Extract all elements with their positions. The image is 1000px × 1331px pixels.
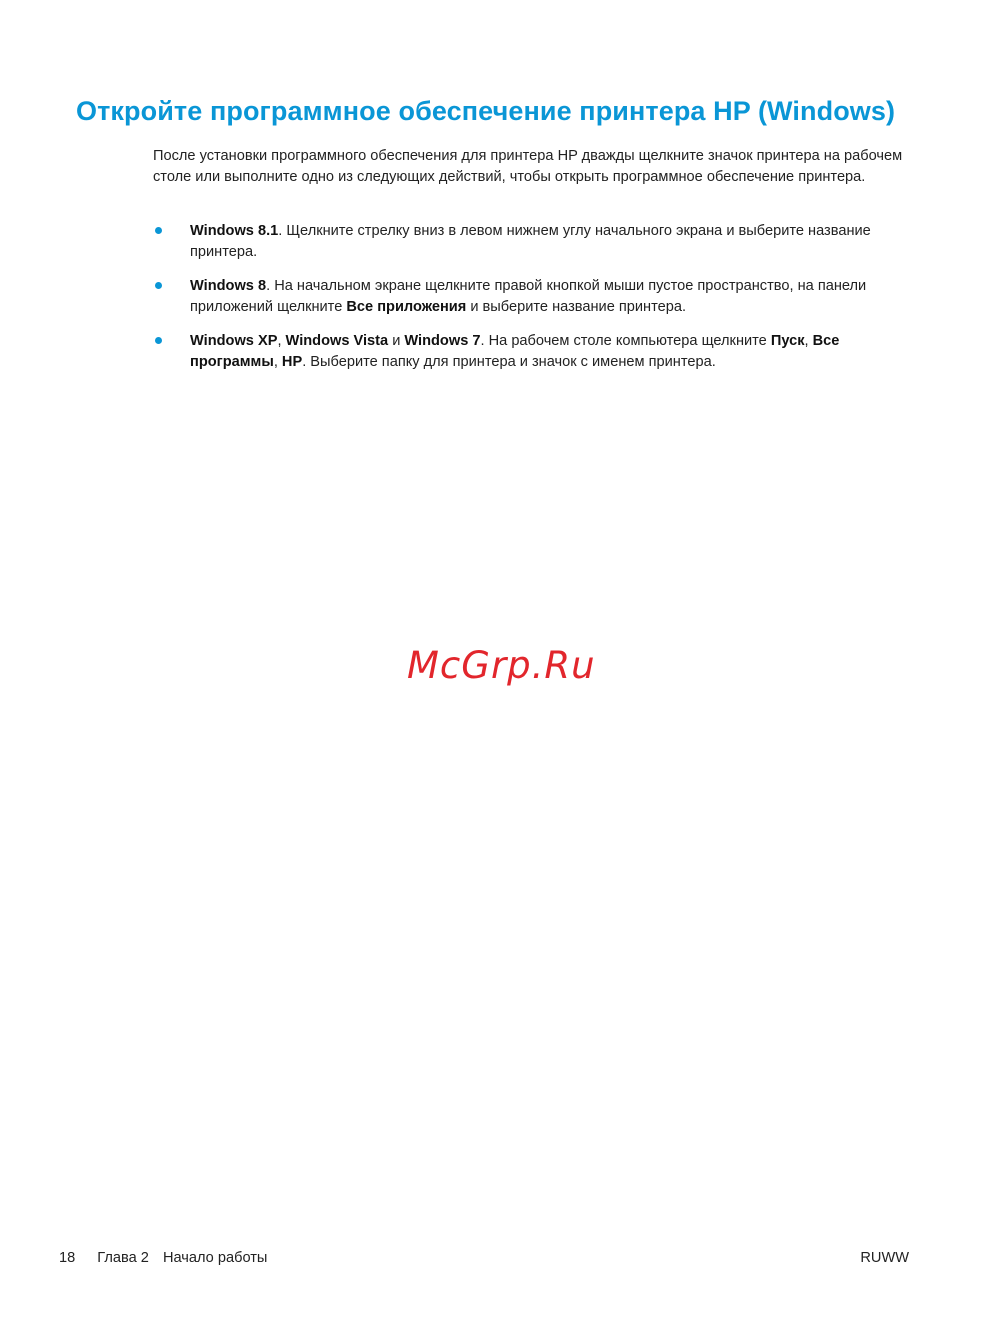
- page-footer-right: RUWW: [860, 1250, 909, 1266]
- list-item-text: Windows 8.1. Щелкните стрелку вниз в левом нижнем углу начального экрана и выберите название принтера.: [190, 223, 871, 260]
- bullet-icon: [155, 282, 162, 289]
- list-item-text: Windows 8. На начальном экране щелкните правой кнопкой мыши пустое пространство, на панели приложений щелкните Все приложения и выберите название принтера.: [190, 278, 867, 315]
- instructions-list: [153, 221, 923, 386]
- watermark: McGrp.Ru: [407, 644, 596, 687]
- bullet-icon: [155, 227, 162, 234]
- bullet-icon: [155, 337, 162, 344]
- page-footer-left: [59, 1250, 285, 1266]
- list-item-windows-8-1: [153, 221, 923, 262]
- chapter-title: Начало работы: [162, 1250, 268, 1266]
- list-item-windows-8: [153, 276, 923, 317]
- chapter-label: Глава 2: [97, 1250, 149, 1266]
- intro-paragraph: После установки программного обеспечения для принтера HP дважды щелкните значок принтера на рабочем столе или выполните одно из следующих действий, чтобы открыть программное обеспечение принтера.: [153, 148, 903, 185]
- list-item-windows-xp-vista-7: [153, 331, 923, 372]
- page-heading: Откройте программное обеспечение принтера HP (Windows): [76, 96, 896, 126]
- page-number: 18: [59, 1250, 76, 1266]
- list-item-text: Windows XP, Windows Vista и Windows 7. На рабочем столе компьютера щелкните Пуск, Все программы, HP. Выберите папку для принтера и значок с именем принтера.: [190, 333, 840, 370]
